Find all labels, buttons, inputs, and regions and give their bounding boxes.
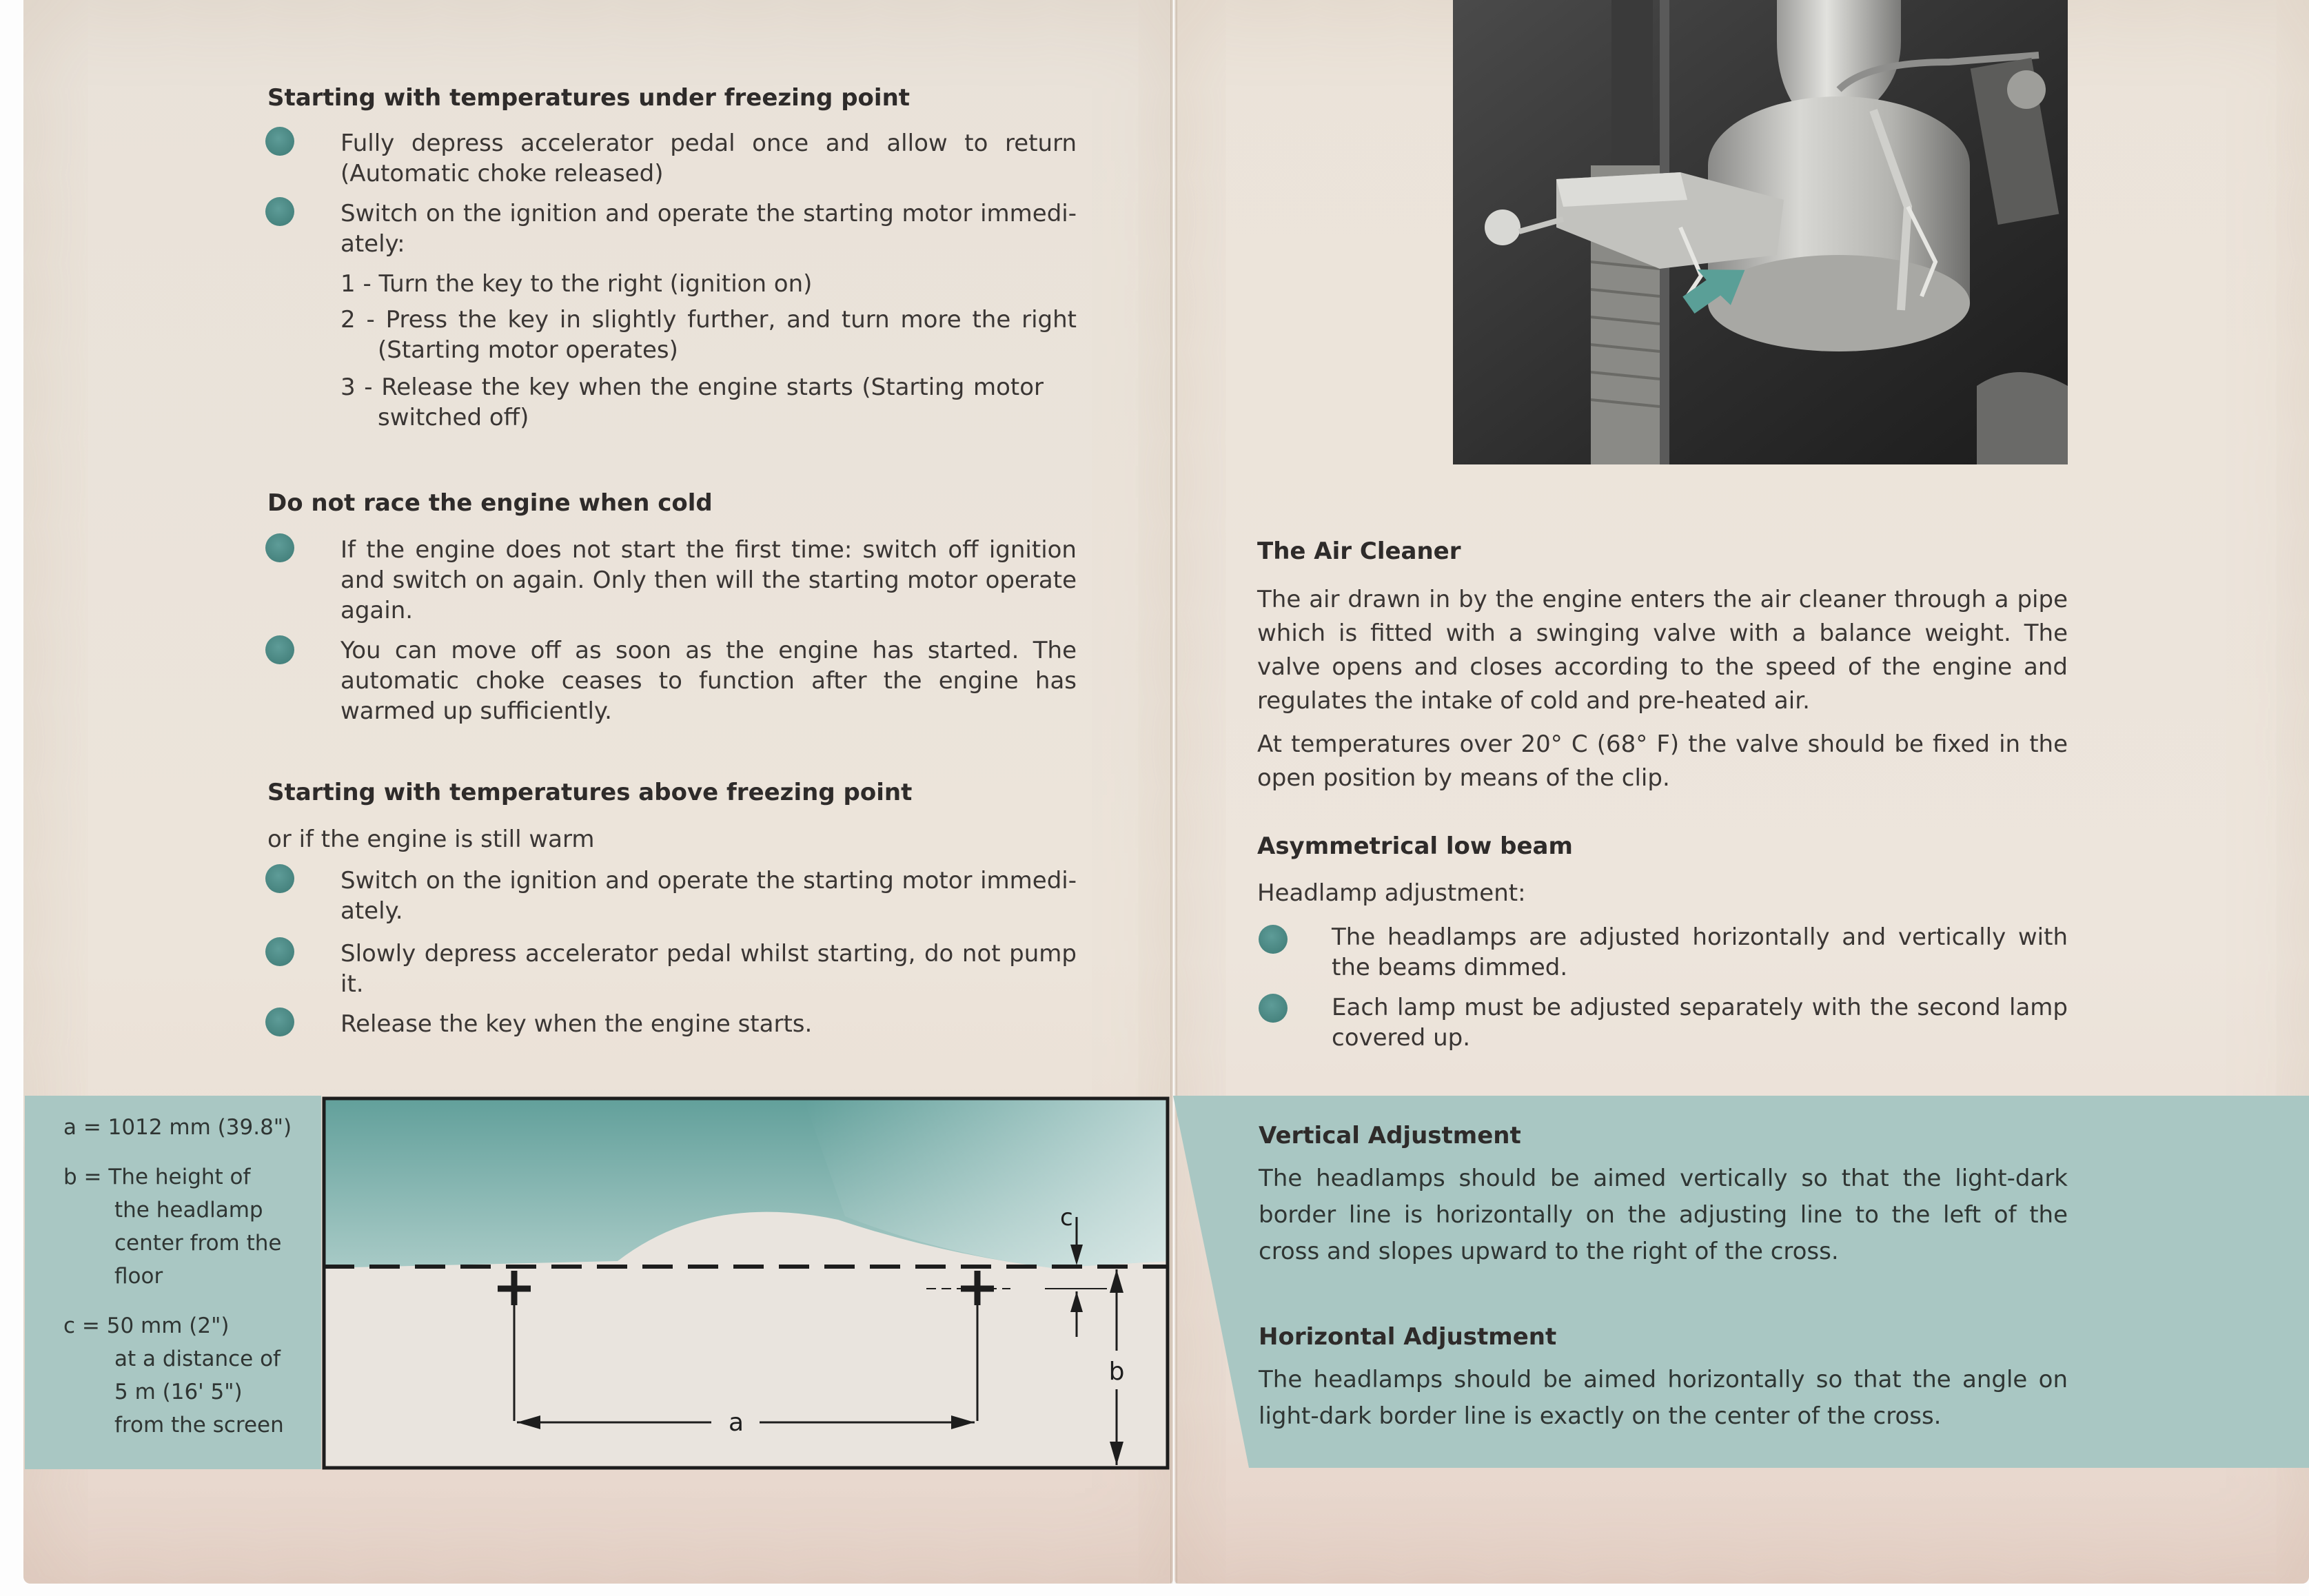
- bullet-dot: [265, 127, 294, 156]
- step-3: 3 - Release the key when the engine starts (Starting motor switched off): [340, 374, 1044, 431]
- legend-b-line: the headlamp: [114, 1198, 263, 1222]
- step-2: 2 - Press the key in slightly further, and turn more the right (Starting motor operates): [340, 306, 1077, 364]
- bullet-text: The headlamps are adjusted horizontally and vertically with the beams dimmed.: [1332, 923, 2068, 981]
- bullet-text: Switch on the ignition and operate the starting motor immedi-ately:: [340, 200, 1077, 258]
- legend-a: a = 1012 mm (39.8"): [63, 1115, 292, 1140]
- bullet-dot: [1259, 925, 1288, 954]
- horizontal-adjustment-heading: Horizontal Adjustment: [1259, 1323, 1557, 1351]
- bullet-text: If the engine does not start the first time: switch off ignition and switch on again. Only then will the starting motor operate again.: [340, 536, 1077, 624]
- vertical-adjustment-text: The headlamps should be aimed vertically so that the light-dark border line is horizontally on the adjusting line to the left of the cross and slopes upward to the right of the cross.: [1259, 1165, 2068, 1265]
- bullet-text: Release the key when the engine starts.: [340, 1010, 813, 1038]
- step-1: 1 - Turn the key to the right (ignition on): [340, 270, 813, 298]
- legend-b-line: center from the: [114, 1231, 282, 1256]
- bullet-text: Fully depress accelerator pedal once and allow to return (Automatic choke released): [340, 130, 1077, 187]
- section-heading-above-freezing: Starting with temperatures above freezing point: [267, 779, 913, 806]
- legend-c-line: from the screen: [114, 1413, 284, 1438]
- bullet-text: You can move off as soon as the engine has started. The automatic choke ceases to function after the engine has warmed up sufficiently.: [340, 637, 1077, 725]
- headlamp-adjustment-diagram: [321, 1096, 1170, 1471]
- dim-b-label: b: [1108, 1358, 1125, 1386]
- dim-a-label: a: [728, 1409, 744, 1437]
- bullet-text: Slowly depress accelerator pedal whilst starting, do not pump it.: [340, 940, 1077, 998]
- air-cleaner-paragraph: At temperatures over 20° C (68° F) the valve should be fixed in the open position by means of the clip.: [1257, 730, 2068, 792]
- bullet-dot: [265, 864, 294, 893]
- dim-c-label: c: [1060, 1204, 1073, 1231]
- bullet-text: Switch on the ignition and operate the starting motor immedi-ately.: [340, 867, 1077, 925]
- legend-b-line: floor: [114, 1264, 163, 1289]
- section-intro: or if the engine is still warm: [267, 826, 595, 853]
- bullet-dot: [265, 533, 294, 562]
- air-cleaner-heading: The Air Cleaner: [1257, 538, 1461, 565]
- low-beam-intro: Headlamp adjustment:: [1257, 879, 1526, 907]
- bullet-dot: [265, 1007, 294, 1036]
- page-spine: [1170, 0, 1177, 1584]
- bullet-dot: [265, 197, 294, 226]
- bullet-dot: [265, 937, 294, 966]
- legend-c-line: 5 m (16' 5"): [114, 1380, 243, 1404]
- air-cleaner-photo: [1453, 0, 2068, 464]
- low-beam-heading: Asymmetrical low beam: [1257, 832, 1573, 860]
- legend-b-line: b = The height of: [63, 1165, 251, 1189]
- section-heading-cold-engine: Do not race the engine when cold: [267, 489, 713, 517]
- bullet-text: Each lamp must be adjusted separately with the second lamp covered up.: [1332, 994, 2068, 1052]
- legend-c-line: at a distance of: [114, 1347, 281, 1371]
- legend-c-line: c = 50 mm (2"): [63, 1313, 230, 1338]
- air-cleaner-paragraph: The air drawn in by the engine enters the air cleaner through a pipe which is fitted with a swinging valve with a balance weight. The valve opens and closes according to the speed of the engine and regulates the intake of cold and pre-heated air.: [1257, 586, 2068, 715]
- section-heading-below-freezing: Starting with temperatures under freezing point: [267, 84, 911, 112]
- bullet-dot: [1259, 994, 1288, 1023]
- vertical-adjustment-heading: Vertical Adjustment: [1259, 1122, 1521, 1149]
- bullet-dot: [265, 635, 294, 664]
- horizontal-adjustment-text: The headlamps should be aimed horizontally so that the angle on light-dark border line is exactly on the center of the cross.: [1259, 1366, 2068, 1430]
